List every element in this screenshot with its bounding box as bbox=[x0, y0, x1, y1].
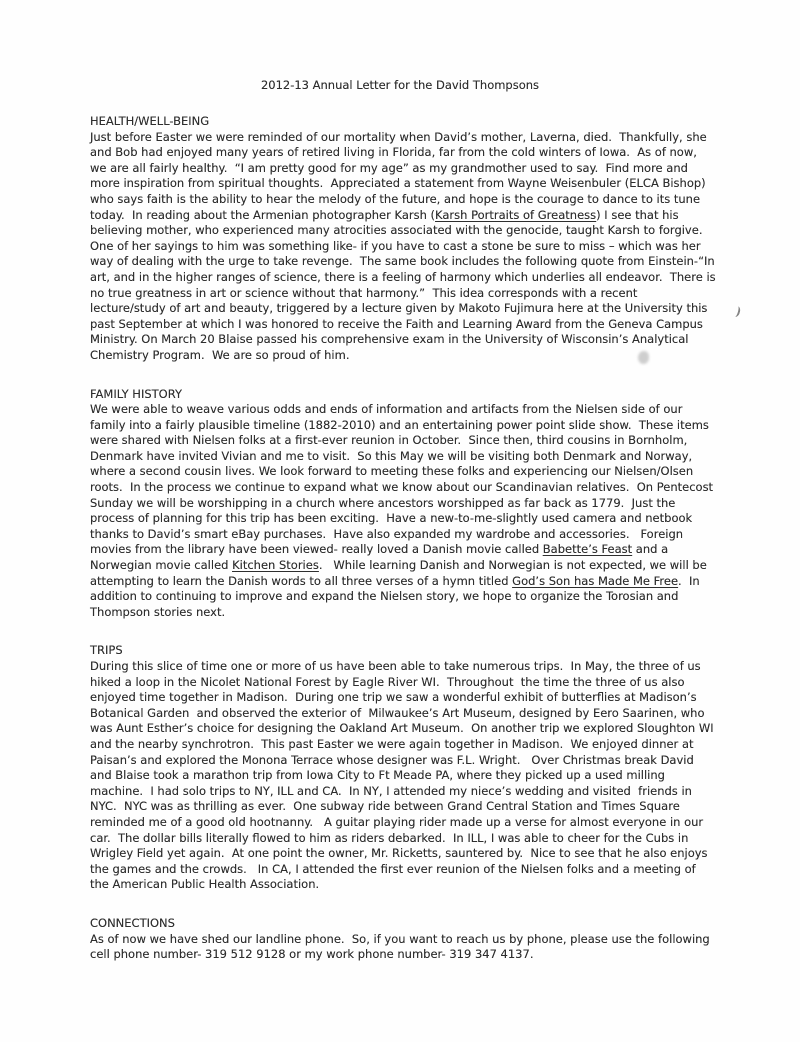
text-run: . In addition to continuing to improve and expand the Nielsen story, we hope to organize the Torosian and Thompson stories next. bbox=[90, 573, 704, 619]
text-run: During this slice of time one or more of us have been able to take numerous trips. In May, the three of us hiked a loop in the Nicolet National Forest by Eagle River WI. Throughout the time the three of us also enjoyed time together in Madison. During one trip we saw a wonderful exhibit of butterflies at Madison’s Botanical Garden and observed the exterior of Milwaukee’s Art Museum, designed by Eero Saarinen, who was Aunt Esther’s choice for designing the Oakland Art Museum. On another trip we explored Sloughton WI and the nearby synchrotron. This past Easter we were again together in Madison. We enjoyed dinner at Paisan’s and explored the Monona Terrace whose designer was F.L. Wright. Over Christmas break David and Blaise took a marathon trip from Iowa City to Ft Meade PA, where they picked up a used milling machine. I had solo trips to NY, ILL and CA. In NY, I attended my niece’s wedding and visited friends in NYC. NYC was as thrilling as ever. One subway ride between Grand Central Station and Times Square reminded me of a good old hootnanny. A guitar playing rider made up a verse for almost everyone in our car. The dollar bills literally flowed to him as riders debarked. In ILL, I was able to cheer for the Cubs in Wrigley Field yet again. At one point the owner, Mr. Ricketts, sauntered by. Nice to see that he also enjoys the games and the crowds. In CA, I attended the first ever reunion of the Nielsen folks and a meeting of the American Public Health Association. bbox=[90, 659, 718, 892]
letter-title: 2012-13 Annual Letter for the David Thompsons bbox=[260, 78, 540, 92]
section-paragraph bbox=[90, 129, 720, 364]
section-heading: HEALTH/WELL-BEING bbox=[90, 114, 210, 128]
section-paragraph bbox=[90, 659, 716, 893]
text-run: We were able to weave various odds and ends of information and artifacts from the Nielsen side of our family into a fairly plausible timeline (1882-2010) and an entertaining power point slide show. These items were shared with Nielsen folks at a first-ever reunion in October. Since then, third cousins in Bornholm, Denmark have invited Vivian and me to visit. So this May we will be visiting both Denmark and Norway, where a second cousin lives. We look forward to meeting these folks and experiencing our Nielsen/Olsen roots. In the process we continue to expand what we know about our Scandinavian relatives. On Pentecost Sunday we will be worshipping in a church where ancestors worshipped as far back as 1779. Just the process of planning for this trip has been exciting. Have a new-to-me-slightly used camera and netbook thanks to David’s smart eBay purchases. Have also expanded my wardrobe and accessories. Foreign movies from the library have been viewed- really loved a Danish movie called bbox=[90, 402, 717, 557]
underlined-work-title: God’s Son has Made Me Free bbox=[512, 573, 679, 588]
section-heading: CONNECTIONS bbox=[90, 915, 175, 930]
text-run: As of now we have shed our landline phone. So, if you want to reach us by phone, please use the following cell phone number- 319 512 9128 or my work phone number- 319 347 4137. bbox=[90, 931, 714, 962]
underlined-work-title: Karsh Portraits of Greatness bbox=[435, 207, 597, 222]
underlined-work-title: Babette’s Feast bbox=[542, 542, 633, 557]
section-paragraph bbox=[90, 932, 716, 963]
text-run: ) I see that his believing mother, who experienced many atrocities associated with the genocide, taught Karsh to forgive. One of her sayings to him was something like- if you have to cast a stone be sure to miss – which was her way of dealing with the urge to take revenge. The same book includes the following quote from Einstein-“In art, and in the higher ranges of science, there is a feeling of harmony which underlies all endeavor. There is no true greatness in art or science without that harmony.” This idea corresponds with a recent lecture/study of art and beauty, triggered by a lecture given by Makoto Fujimura here at the University this past September at which I was honored to receive the Faith and Learning Award from the Geneva Campus Ministry. On March 20 Blaise passed his comprehensive exam in the University of Wisconsin’s Analytical Chemistry Program. We are so proud of him. bbox=[90, 207, 720, 362]
letter-section bbox=[90, 643, 716, 893]
scan-smudge-light bbox=[638, 351, 649, 364]
letter-section bbox=[90, 387, 716, 621]
letter-section bbox=[90, 916, 716, 963]
section-heading: TRIPS bbox=[90, 643, 123, 658]
underlined-work-title: Kitchen Stories bbox=[232, 558, 319, 573]
letter-body bbox=[0, 93, 800, 963]
text-run: and a Norwegian movie called bbox=[90, 542, 672, 573]
letter-section bbox=[90, 114, 720, 364]
section-paragraph bbox=[90, 402, 716, 620]
text-run: Just before Easter we were reminded of our mortality when David’s mother, Laverna, died. Thankfully, she and Bob had enjoyed many years of retired living in Florida, far from the cold winters of Iowa. As of now, we are all fairly healthy. “I am pretty good for my age” as my grandmother used to say. Find more and more inspiration from spiritual thoughts. Appreciated a statement from Wayne Weisenbuler (ELCA Bishop) who says faith is the ability to hear the melody of the future, and hope is the courage to dance to its tune today. In reading about the Armenian photographer Karsh ( bbox=[90, 129, 711, 222]
text-run: . While learning Danish and Norwegian is not expected, we will be attempting to learn the Danish words to all three verses of a hymn titled bbox=[90, 558, 711, 588]
section-heading: FAMILY HISTORY bbox=[90, 386, 182, 401]
